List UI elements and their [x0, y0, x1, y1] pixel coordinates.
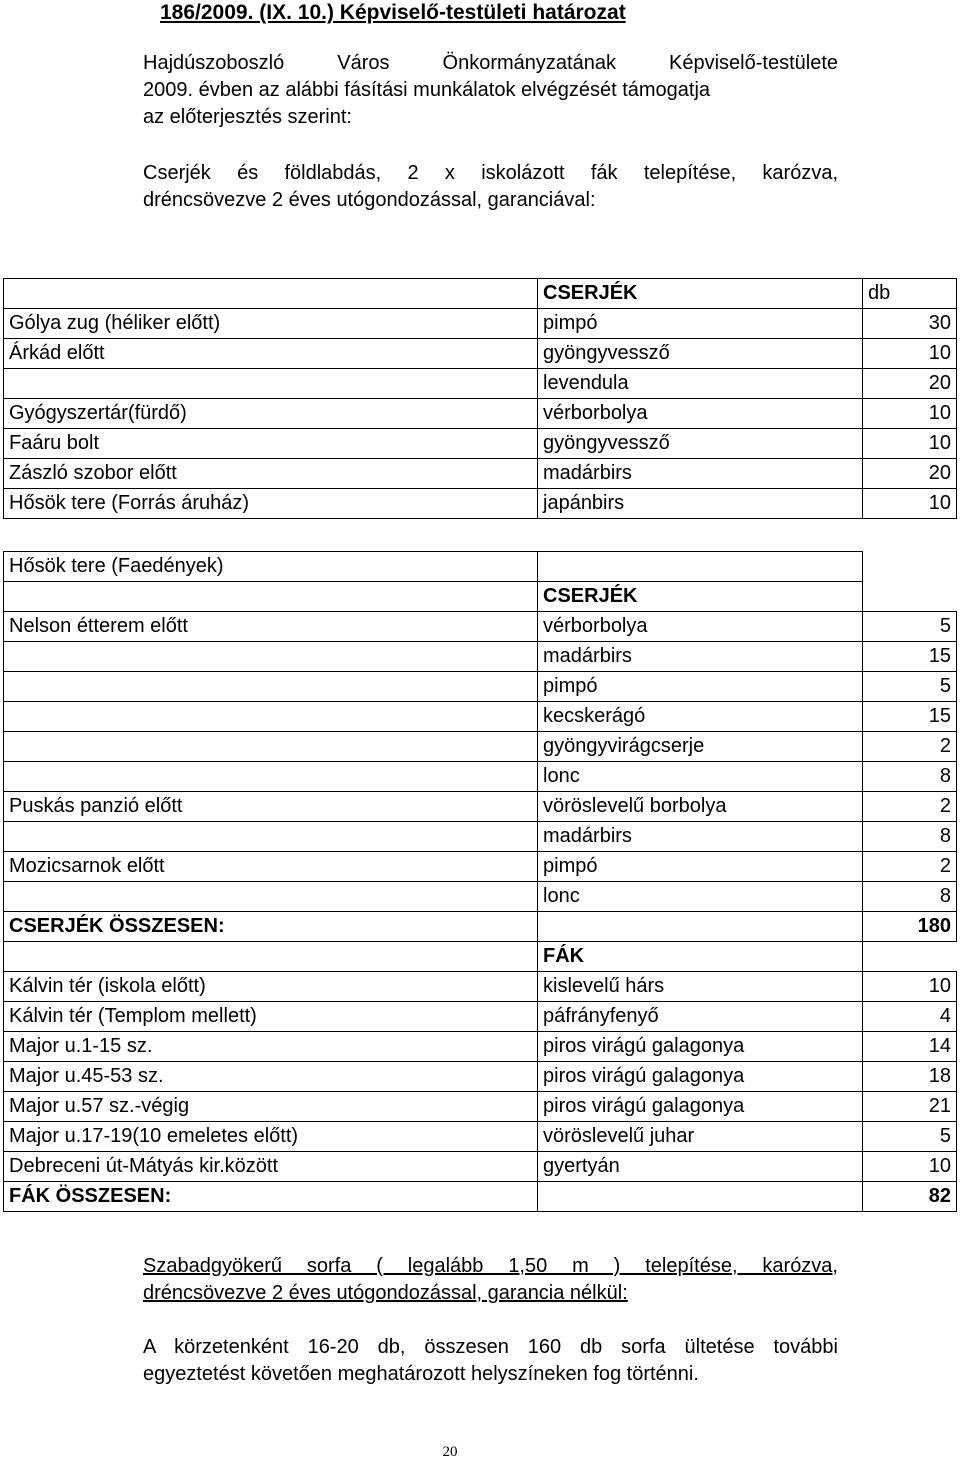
- empty-cell: [863, 942, 957, 972]
- trees-total-row: [4, 1182, 957, 1212]
- qty-cell: 15: [863, 642, 957, 672]
- place-cell: [4, 882, 538, 912]
- qty-cell: 21: [863, 1092, 957, 1122]
- table-row: [4, 1062, 957, 1092]
- place-cell: Debreceni út-Mátyás kir.között: [4, 1152, 538, 1182]
- section2-paragraph: [143, 1253, 838, 1307]
- plant-cell: vérborbolya: [538, 399, 863, 429]
- place-cell: Mozicsarnok előtt: [4, 852, 538, 882]
- section2-line-2: dréncsövezve 2 éves utógondozással, garancia nélkül:: [143, 1282, 628, 1304]
- place-cell: Gyógyszertár(fürdő): [4, 399, 538, 429]
- plant-cell: lonc: [538, 882, 863, 912]
- plant-cell: japánbirs: [538, 489, 863, 519]
- table-row: [4, 732, 957, 762]
- shrubs-total-row: [4, 912, 957, 942]
- table-row: [4, 612, 957, 642]
- table-row: [4, 1152, 957, 1182]
- shrubs-total-value: 180: [863, 912, 957, 942]
- qty-cell: 10: [863, 972, 957, 1002]
- intro-line-2: 2009. évben az alábbi fásítási munkálatok elvégzését támogatja: [143, 79, 711, 101]
- qty-cell: 8: [863, 762, 957, 792]
- plant-cell: páfrányfenyő: [538, 1002, 863, 1032]
- plant-cell: piros virágú galagonya: [538, 1092, 863, 1122]
- plant-cell: piros virágú galagonya: [538, 1062, 863, 1092]
- header-empty-cell: [4, 279, 538, 309]
- qty-cell: 2: [863, 852, 957, 882]
- place-cell: [4, 702, 538, 732]
- plant-cell: kislevelű hárs: [538, 972, 863, 1002]
- plant-cell: madárbirs: [538, 822, 863, 852]
- plant-cell: pimpó: [538, 672, 863, 702]
- column-header-db: db: [863, 279, 957, 309]
- place-cell: [4, 732, 538, 762]
- table-row: [4, 489, 957, 519]
- empty-cell: [863, 582, 957, 612]
- table-row: [4, 1122, 957, 1152]
- empty-cell: [4, 942, 538, 972]
- column-header-shrubs: CSERJÉK: [538, 279, 863, 309]
- section3-line-1: A körzetenként 16-20 db, összesen 160 db sorfa ültetése további: [143, 1336, 838, 1358]
- table-row: [4, 672, 957, 702]
- shrubs-header-row: [4, 582, 957, 612]
- table-row: [4, 1002, 957, 1032]
- plant-cell: vérborbolya: [538, 612, 863, 642]
- qty-cell: 5: [863, 612, 957, 642]
- table-row: [4, 642, 957, 672]
- place-cell: [4, 642, 538, 672]
- trees-header-row: [4, 942, 957, 972]
- plant-cell: kecskerágó: [538, 702, 863, 732]
- table-row: [4, 339, 957, 369]
- empty-cell: [538, 552, 863, 582]
- section1-line-2: dréncsövezve 2 éves utógondozással, garanciával:: [143, 189, 596, 211]
- plant-cell: lonc: [538, 762, 863, 792]
- qty-cell: 5: [863, 1122, 957, 1152]
- place-cell: Major u.17-19(10 emeletes előtt): [4, 1122, 538, 1152]
- table-row: [4, 702, 957, 732]
- table-row: [4, 369, 957, 399]
- qty-cell: 20: [863, 369, 957, 399]
- place-cell: Puskás panzió előtt: [4, 792, 538, 822]
- qty-cell: 2: [863, 732, 957, 762]
- qty-cell: 30: [863, 309, 957, 339]
- table-row: [4, 972, 957, 1002]
- qty-cell: 10: [863, 339, 957, 369]
- section-title-cell: Hősök tere (Faedények): [4, 552, 538, 582]
- plant-cell: gyöngyvirágcserje: [538, 732, 863, 762]
- empty-cell: [538, 1182, 863, 1212]
- qty-cell: 5: [863, 672, 957, 702]
- section1-line-1: Cserjék és földlabdás, 2 x iskolázott fák telepítése, karózva,: [143, 162, 838, 184]
- qty-cell: 2: [863, 792, 957, 822]
- place-cell: Faáru bolt: [4, 429, 538, 459]
- plant-cell: madárbirs: [538, 642, 863, 672]
- qty-cell: 10: [863, 1152, 957, 1182]
- shrubs-table-1: [3, 278, 957, 519]
- plant-cell: gyöngyvessző: [538, 339, 863, 369]
- table-header-row: [4, 279, 957, 309]
- plant-cell: gyöngyvessző: [538, 429, 863, 459]
- intro-line-3: az előterjesztés szerint:: [143, 106, 352, 128]
- place-cell: [4, 369, 538, 399]
- table-row: [4, 762, 957, 792]
- qty-cell: 4: [863, 1002, 957, 1032]
- intro-paragraph: [143, 50, 838, 131]
- place-cell: Hősök tere (Forrás áruház): [4, 489, 538, 519]
- plant-cell: piros virágú galagonya: [538, 1032, 863, 1062]
- empty-cell: [863, 552, 957, 582]
- qty-cell: 10: [863, 399, 957, 429]
- plant-cell: levendula: [538, 369, 863, 399]
- place-cell: Major u.45-53 sz.: [4, 1062, 538, 1092]
- table-row: [4, 429, 957, 459]
- plant-cell: pimpó: [538, 852, 863, 882]
- place-cell: Major u.57 sz.-végig: [4, 1092, 538, 1122]
- plant-cell: vöröslevelű juhar: [538, 1122, 863, 1152]
- shrubs-trees-table-2: [3, 551, 957, 1212]
- qty-cell: 10: [863, 489, 957, 519]
- qty-cell: 10: [863, 429, 957, 459]
- table-row: [4, 309, 957, 339]
- place-cell: Gólya zug (héliker előtt): [4, 309, 538, 339]
- table-row: [4, 459, 957, 489]
- table-row: [4, 1092, 957, 1122]
- qty-cell: 20: [863, 459, 957, 489]
- table-row: [4, 792, 957, 822]
- table-row: [4, 399, 957, 429]
- place-cell: [4, 672, 538, 702]
- qty-cell: 14: [863, 1032, 957, 1062]
- section3-line-2: egyeztetést követően meghatározott helyszíneken fog történni.: [143, 1363, 699, 1385]
- qty-cell: 15: [863, 702, 957, 732]
- section2-line-1: Szabadgyökerű sorfa ( legalább 1,50 m ) telepítése, karózva,: [143, 1255, 838, 1277]
- qty-cell: 8: [863, 882, 957, 912]
- plant-cell: vöröslevelű borbolya: [538, 792, 863, 822]
- trees-total-value: 82: [863, 1182, 957, 1212]
- page-number: 20: [442, 1444, 458, 1460]
- place-cell: [4, 822, 538, 852]
- intro-line-1: Hajdúszoboszló Város Önkormányzatának Képviselő-testülete: [143, 52, 838, 74]
- trees-total-label: FÁK ÖSSZESEN:: [4, 1182, 538, 1212]
- plant-cell: madárbirs: [538, 459, 863, 489]
- plant-cell: gyertyán: [538, 1152, 863, 1182]
- table-row: [4, 822, 957, 852]
- table-row: [4, 1032, 957, 1062]
- table-row: [4, 852, 957, 882]
- section-title-row: [4, 552, 957, 582]
- section3-paragraph: [143, 1334, 838, 1388]
- place-cell: Árkád előtt: [4, 339, 538, 369]
- document-title: 186/2009. (IX. 10.) Képviselő-testületi határozat: [160, 1, 626, 24]
- section1-paragraph: [143, 160, 838, 214]
- place-cell: Nelson étterem előtt: [4, 612, 538, 642]
- place-cell: Kálvin tér (Templom mellett): [4, 1002, 538, 1032]
- shrubs-total-label: CSERJÉK ÖSSZESEN:: [4, 912, 538, 942]
- place-cell: Major u.1-15 sz.: [4, 1032, 538, 1062]
- place-cell: Zászló szobor előtt: [4, 459, 538, 489]
- empty-cell: [538, 912, 863, 942]
- qty-cell: 18: [863, 1062, 957, 1092]
- qty-cell: 8: [863, 822, 957, 852]
- table-row: [4, 882, 957, 912]
- place-cell: Kálvin tér (iskola előtt): [4, 972, 538, 1002]
- empty-cell: [4, 582, 538, 612]
- shrubs-header-cell: CSERJÉK: [538, 582, 863, 612]
- plant-cell: pimpó: [538, 309, 863, 339]
- place-cell: [4, 762, 538, 792]
- trees-header-cell: FÁK: [538, 942, 863, 972]
